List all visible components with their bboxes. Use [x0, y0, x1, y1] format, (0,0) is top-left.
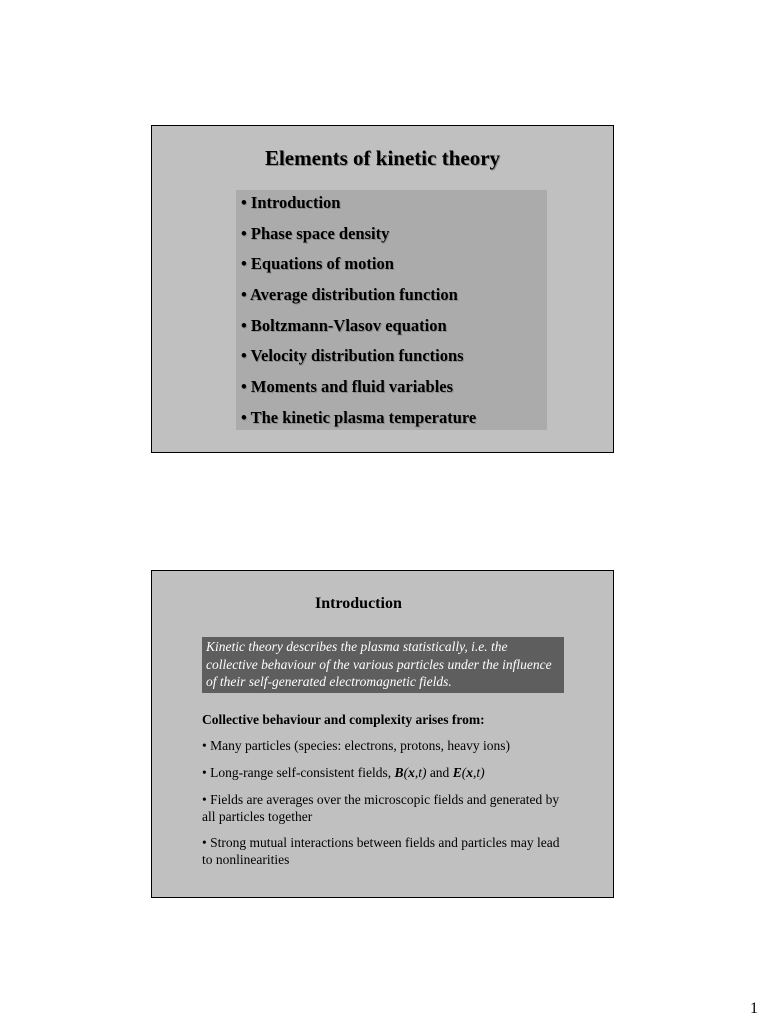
slide-introduction — [151, 570, 614, 898]
bullet-point: • Many particles (species: electrons, protons, heavy ions) — [202, 738, 511, 753]
electric-field-symbol: E — [452, 765, 462, 780]
slide-contents — [151, 125, 614, 453]
time-symbol: ,t) — [472, 765, 485, 780]
contents-item: • Introduction — [241, 193, 341, 212]
page-number: 1 — [750, 1000, 758, 1017]
time-symbol: ,t) — [414, 765, 427, 780]
slide-title: Introduction — [315, 595, 402, 612]
bullet-point — [202, 764, 572, 781]
magnetic-field-symbol: B — [394, 765, 404, 780]
conjunction-text: and — [426, 765, 453, 780]
bullet-point: • Strong mutual interactions between fields and particles may lead to nonlinearities — [202, 835, 560, 867]
contents-item: • The kinetic plasma temperature — [241, 408, 477, 427]
bullet-point: • Fields are averages over the microscopic fields and generated by all particles together — [202, 792, 560, 824]
definition-box: Kinetic theory describes the plasma statistically, i.e. the collective behaviour of the various particles under the influence of their self-generated electromagnetic fields. — [202, 637, 564, 693]
contents-item: • Moments and fluid variables — [241, 377, 454, 396]
contents-item: • Boltzmann-Vlasov equation — [241, 316, 447, 335]
paren-open: ( — [461, 765, 467, 780]
slide-title: Elements of kinetic theory — [264, 146, 501, 170]
position-symbol: x — [408, 765, 415, 780]
paren-open: ( — [403, 765, 409, 780]
contents-item: • Average distribution function — [241, 285, 458, 304]
position-symbol: x — [466, 765, 473, 780]
contents-item: • Phase space density — [241, 224, 390, 243]
bullet-text: • Long-range self-consistent fields, — [202, 765, 395, 780]
contents-list — [236, 190, 547, 430]
contents-item: • Velocity distribution functions — [241, 346, 464, 365]
contents-item: • Equations of motion — [241, 254, 394, 273]
section-subheading: Collective behaviour and complexity arises from: — [202, 712, 485, 727]
